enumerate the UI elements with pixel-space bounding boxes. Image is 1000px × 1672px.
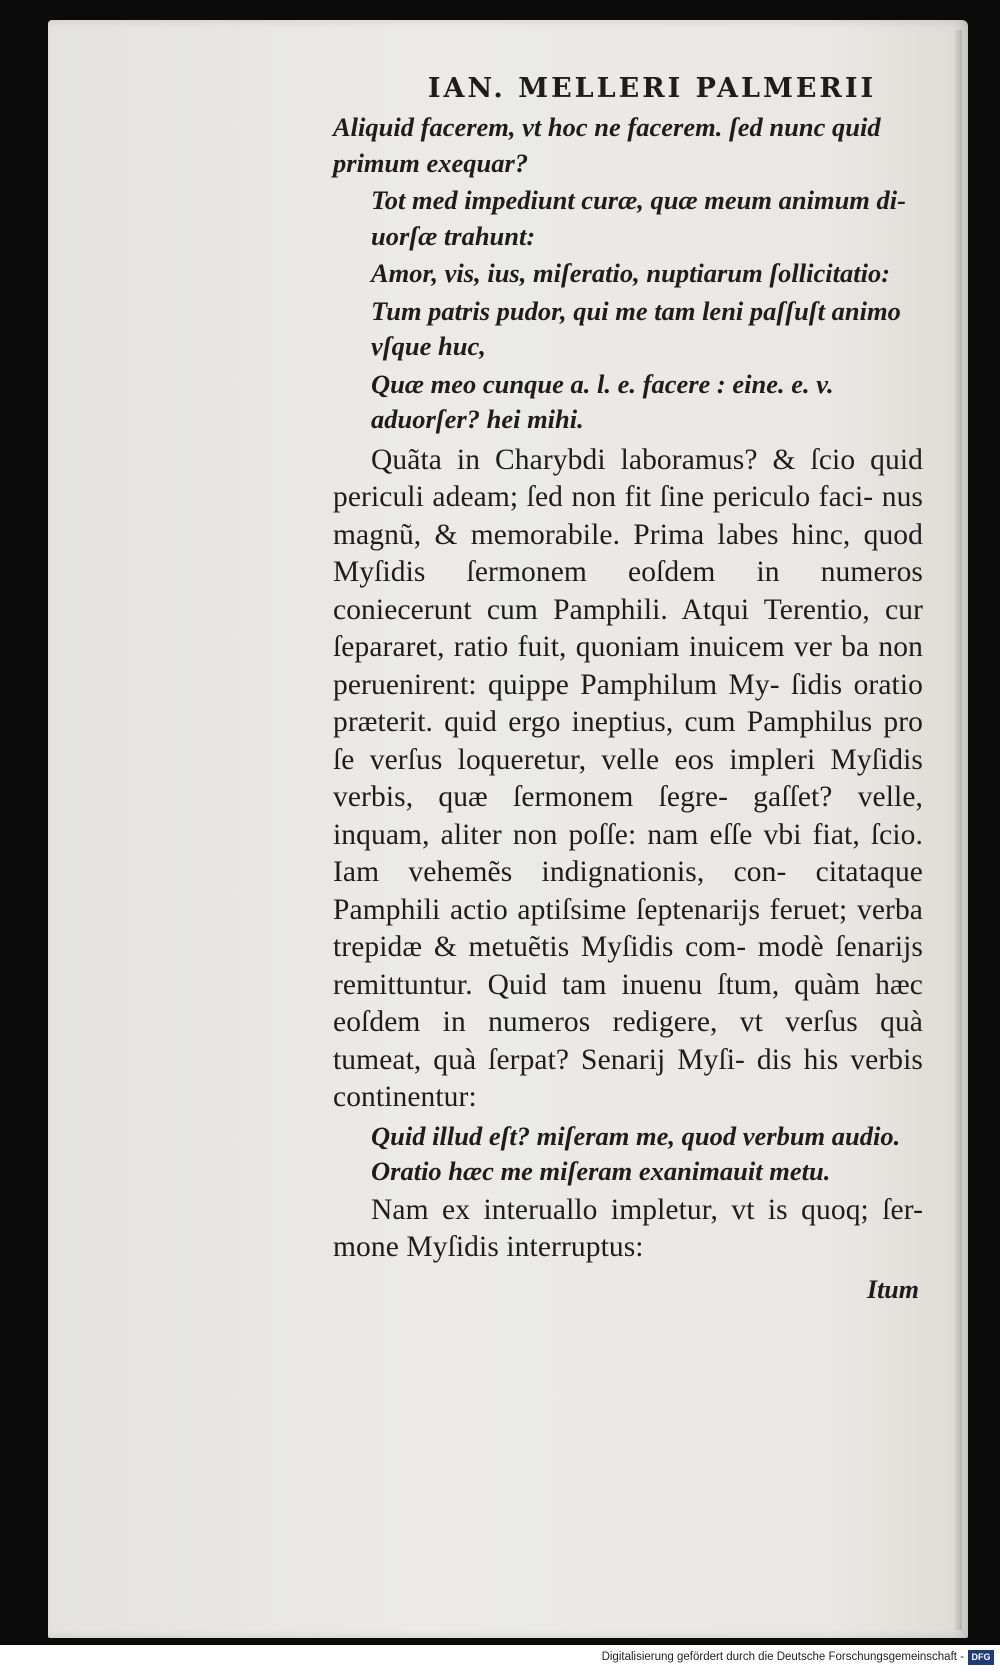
quoted-verse-2: Oratio hæc me miſeram exanimauit metu.: [371, 1156, 831, 1186]
dfg-logo-icon: DFG: [968, 1650, 994, 1665]
verse-line-5: Quæ meo cunque a. l. e. facere : eine. e. v. aduorſer? hei mihi.: [371, 368, 834, 434]
verse-line-4: Tum patris pudor, qui me tam leni paſſuſt animo vſque huc,: [371, 295, 901, 361]
book-page: [48, 20, 968, 1638]
verse-line-1: Aliquid facerem, vt hoc ne facerem. ſed nunc quid primum exequar?: [333, 112, 881, 178]
prose-paragraph-main: Quãta in Charybdi laboramus? & ſcio quid periculi adeam; ſed non fit ſine periculo faci- nus magnũ, & memorabile. Prima labes hinc, quod Myſidis ſermonem eoſdem in numeros coniecerunt cum Pamphili. Atqui Terentio, cur ſepararet, ratio fuit, quoniam inuicem ver ba non peruenirent: quippe Pamphilum My- ſidis oratio præterit. quid ergo ineptius, cum Pamphilus pro ſe verſus loqueretur, velle eos impleri Myſidis verbis, quæ ſermonem ſegre- gaſſet? velle, inquam, aliter non poſſe: nam eſſe vbi fiat, ſcio. Iam vehemẽs indignationis, con- citataque Pamphili actio aptiſsime ſeptenarijs feruet; verba trepidæ & metuẽtis Myſidis com- modè ſenarijs remittuntur. Quid tam inuenu ſtum, quàm hæc eoſdem in numeros redigere, vt verſus quà tumeat, quà ſerpat? Senarij Myſi- dis his verbis continentur:: [333, 443, 923, 1113]
running-head: IAN. MELLERI PALMERII: [427, 73, 877, 104]
quoted-verse-1: Quid illud eſt? miſeram me, quod verbum audio.: [371, 1120, 901, 1151]
verse-line-3: Amor, vis, ius, miſeratio, nuptiarum ſollicitatio:: [371, 258, 891, 288]
text-block: [333, 70, 923, 1307]
digitization-footer: [0, 1645, 1000, 1672]
prose-paragraph-end: Nam ex interuallo impletur, vt is quoq; ſer- mone Myſidis interruptus:: [333, 1193, 923, 1263]
page-edge-shadow: [954, 30, 962, 1630]
catchword: Itum: [866, 1274, 919, 1304]
footer-credit: Digitalisierung gefördert durch die Deutsche Forschungsgemeinschaft -: [601, 1651, 964, 1663]
verse-line-2: Tot med impediunt curæ, quæ meum animum di- uorſæ trahunt:: [371, 185, 906, 251]
